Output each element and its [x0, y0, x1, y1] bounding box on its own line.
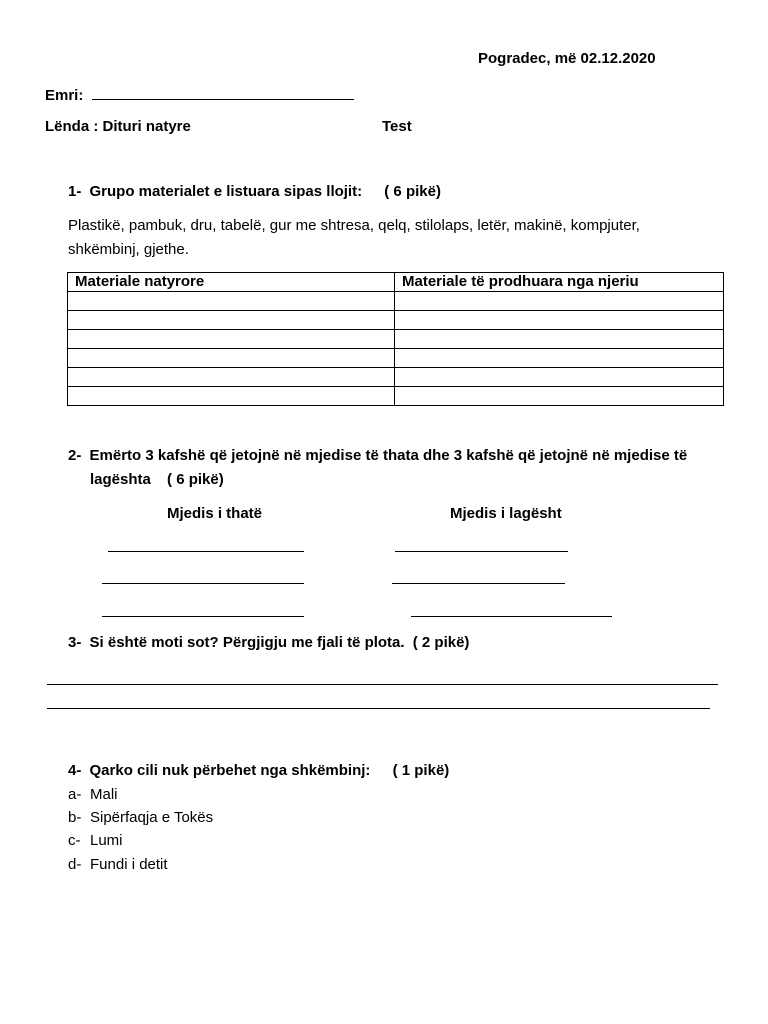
- table-cell[interactable]: [395, 330, 724, 349]
- q4-points: ( 1 pikë): [392, 762, 450, 779]
- dry-env-header: Mjedis i thatë: [167, 505, 263, 522]
- wet-answer-line[interactable]: [392, 583, 565, 584]
- option-text: Fundi i detit: [90, 856, 168, 873]
- q3-title: Si është moti sot? Përgjigju me fjali të plota.: [89, 634, 405, 651]
- table-cell[interactable]: [68, 311, 395, 330]
- q3-answer-line[interactable]: [47, 684, 718, 685]
- q3-number: 3-: [68, 634, 82, 651]
- option-text: Sipërfaqja e Tokës: [90, 809, 214, 826]
- natural-materials-header: Materiale natyrore: [68, 273, 395, 292]
- name-label: Emri:: [45, 87, 84, 104]
- option-letter: d-: [68, 856, 82, 873]
- q1-list-line-1: Plastikë, pambuk, dru, tabelë, gur me shtresa, qelq, stilolaps, letër, makinë, kompjuter,: [68, 217, 640, 234]
- table-cell[interactable]: [395, 387, 724, 406]
- q2-heading-line-2: [90, 471, 224, 488]
- option-letter: b-: [68, 809, 82, 826]
- table-row: [68, 330, 724, 349]
- q4-option-c[interactable]: [68, 832, 123, 849]
- q1-title: Grupo materialet e listuara sipas llojit:: [89, 183, 363, 200]
- table-cell[interactable]: [395, 349, 724, 368]
- table-row: [68, 368, 724, 387]
- q4-option-d[interactable]: [68, 856, 168, 873]
- q2-points: ( 6 pikë): [167, 471, 224, 488]
- q4-title: Qarko cili nuk përbehet nga shkëmbinj:: [89, 762, 371, 779]
- materials-table: [67, 272, 724, 406]
- q1-list-line-2: shkëmbinj, gjethe.: [68, 241, 189, 258]
- q2-title-cont: lagështa: [90, 471, 151, 488]
- table-cell[interactable]: [68, 330, 395, 349]
- option-letter: a-: [68, 786, 82, 803]
- q2-heading-line-1: [68, 447, 687, 464]
- q3-points: ( 2 pikë): [412, 634, 470, 651]
- q2-title: Emërto 3 kafshë që jetojnë në mjedise të thata dhe 3 kafshë që jetojnë në mjedise të: [89, 447, 688, 464]
- q3-heading: [68, 634, 469, 651]
- q4-option-b[interactable]: [68, 809, 213, 826]
- name-row: [45, 86, 354, 104]
- q1-number: 1-: [68, 183, 82, 200]
- table-cell[interactable]: [68, 349, 395, 368]
- table-row: [68, 311, 724, 330]
- q2-number: 2-: [68, 447, 82, 464]
- test-label: Test: [382, 118, 412, 135]
- dry-answer-line[interactable]: [108, 551, 304, 552]
- table-row: [68, 292, 724, 311]
- wet-answer-line[interactable]: [411, 616, 612, 617]
- table-cell[interactable]: [68, 368, 395, 387]
- q4-heading: [68, 762, 449, 779]
- table-header-row: [68, 273, 724, 292]
- q4-number: 4-: [68, 762, 82, 779]
- option-letter: c-: [68, 832, 81, 849]
- table-row: [68, 387, 724, 406]
- name-blank[interactable]: [92, 86, 354, 100]
- dry-answer-line[interactable]: [102, 583, 304, 584]
- subject-label: Lënda : Dituri natyre: [45, 118, 191, 135]
- table-cell[interactable]: [68, 387, 395, 406]
- q1-heading: [68, 183, 441, 200]
- q1-points: ( 6 pikë): [384, 183, 441, 200]
- option-text: Mali: [90, 786, 118, 803]
- wet-env-header: Mjedis i lagësht: [450, 505, 562, 522]
- dry-answer-line[interactable]: [102, 616, 304, 617]
- table-cell[interactable]: [395, 368, 724, 387]
- table-cell[interactable]: [395, 311, 724, 330]
- q4-option-a[interactable]: [68, 786, 118, 803]
- table-cell[interactable]: [68, 292, 395, 311]
- table-cell[interactable]: [395, 292, 724, 311]
- table-row: [68, 349, 724, 368]
- place-date: Pogradec, më 02.12.2020: [478, 50, 656, 67]
- manmade-materials-header: Materiale të prodhuara nga njeriu: [395, 273, 724, 292]
- wet-answer-line[interactable]: [395, 551, 568, 552]
- option-text: Lumi: [90, 832, 123, 849]
- q3-answer-line[interactable]: [47, 708, 710, 709]
